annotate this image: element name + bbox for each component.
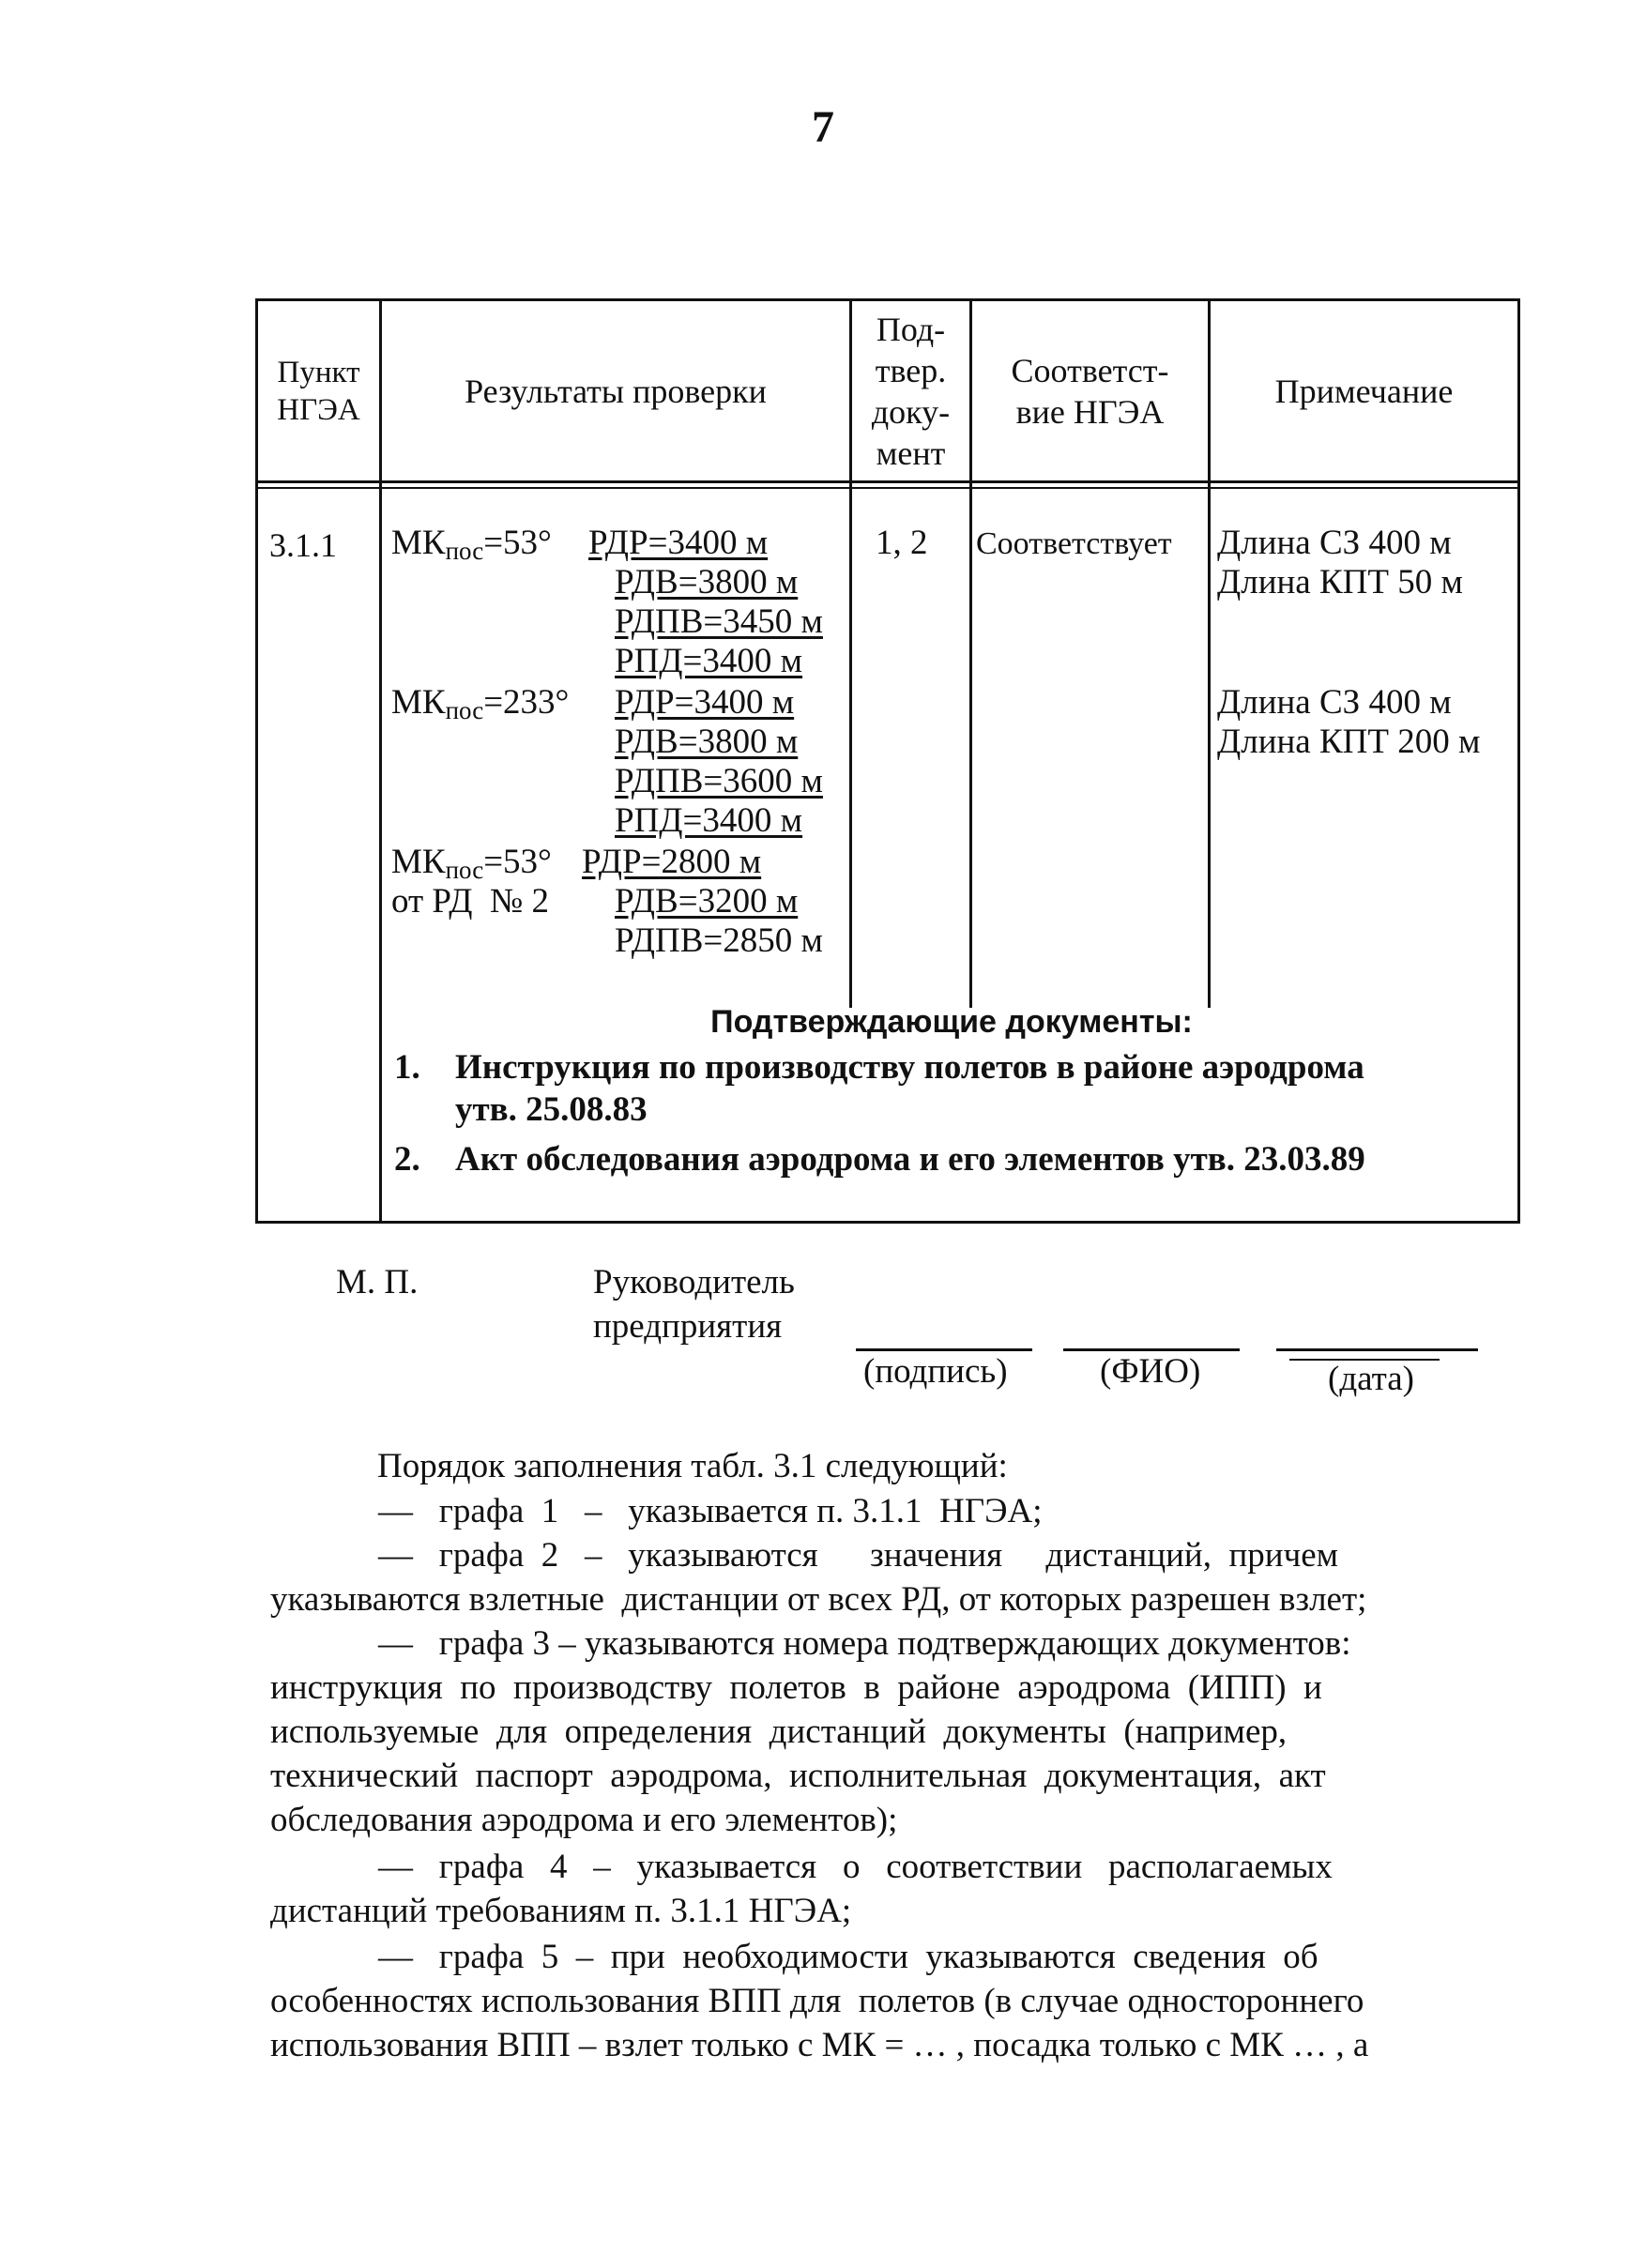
header-docs-line4: мент: [876, 434, 946, 472]
g2-line1: — графа 2 – указываются значения дистанций, причем: [378, 1536, 1339, 1575]
note-1: Длина СЗ 400 м: [1217, 524, 1452, 562]
g3-line3: используемые для определения дистанций документы (например,: [270, 1712, 1288, 1751]
date-line: [1276, 1348, 1478, 1351]
signature-caption: (подпись): [863, 1352, 1008, 1391]
mk-value: =233°: [483, 683, 570, 722]
mk-course-2: [391, 682, 569, 725]
header-compliance-line2: вие НГЭА: [1015, 392, 1165, 431]
header-docs: [852, 301, 969, 480]
stamp-label: М. П.: [336, 1263, 419, 1301]
g3-rdpv: РДПВ=2850 м: [615, 921, 823, 960]
row-item: 3.1.1: [269, 526, 337, 564]
intro-line: Порядок заполнения табл. 3.1 следующий:: [377, 1447, 1008, 1485]
header-divider-2: [258, 487, 1517, 489]
header-divider: [258, 480, 1517, 483]
header-notes-label: Примечание: [1274, 372, 1454, 410]
g3-line1: — графа 3 – указываются номера подтверждающих документов:: [378, 1624, 1351, 1663]
g4-line1: — графа 4 – указывается о соответствии располагаемых: [378, 1848, 1333, 1886]
name-caption: (ФИО): [1100, 1352, 1201, 1391]
g3-line4: технический паспорт аэродрома, исполнительная документация, акт: [270, 1757, 1326, 1795]
results-table: [255, 298, 1520, 1224]
head-title-line1: Руководитель: [593, 1263, 795, 1301]
mk-course-1: [391, 523, 552, 566]
page-number: 7: [812, 102, 834, 152]
confirming-doc-1-num: 1.: [394, 1048, 420, 1087]
g2-rdr: РДР=3400 м: [615, 683, 795, 722]
header-docs-line1: Под-: [876, 310, 946, 348]
header-item: [258, 301, 379, 480]
row-compliance: Соответствует: [976, 526, 1172, 561]
mk-sub: пос: [445, 696, 484, 724]
g3-line5: обследования аэродрома и его элементов);: [270, 1801, 898, 1839]
mk-sub: пос: [445, 537, 484, 565]
header-compliance: [972, 301, 1208, 480]
note-3: Длина СЗ 400 м: [1217, 683, 1452, 722]
mk-sub: пос: [445, 856, 484, 884]
g1-line: — графа 1 – указывается п. 3.1.1 НГЭА;: [378, 1492, 1043, 1530]
mk-label: МК: [391, 683, 446, 722]
confirming-doc-1-line2: утв. 25.08.83: [455, 1090, 648, 1129]
mk-value: =53°: [483, 524, 552, 562]
confirming-doc-1-line1: Инструкция по производству полетов в районе аэродрома: [455, 1048, 1364, 1087]
mk-label: МК: [391, 843, 446, 881]
header-results: [382, 301, 849, 480]
mk-course-3: [391, 842, 552, 885]
mk-value: =53°: [483, 843, 552, 881]
mk-label: МК: [391, 524, 446, 562]
g2-line2: указываются взлетные дистанции от всех РД, от которых разрешен взлет;: [270, 1580, 1367, 1619]
g1-rdpv: РДПВ=3450 м: [615, 602, 823, 641]
header-compliance-line1: Соответст-: [1011, 351, 1169, 389]
g3-rdv: РДВ=3200 м: [615, 882, 799, 921]
header-docs-line3: доку-: [871, 392, 951, 431]
confirming-docs-title: Подтверждающие документы:: [710, 1004, 1193, 1040]
row-docs: 1, 2: [876, 524, 928, 562]
note-4: Длина КПТ 200 м: [1217, 723, 1481, 761]
g2-rdv: РДВ=3800 м: [615, 723, 799, 761]
g5-line3: использования ВПП – взлет только с МК = … , посадка только с МК … , а: [270, 2026, 1369, 2064]
header-notes: [1211, 301, 1517, 480]
g1-rdv: РДВ=3800 м: [615, 563, 799, 601]
g5-line2: особенностях использования ВПП для полетов (в случае одностороннего: [270, 1982, 1364, 2020]
g3-from: от РД № 2: [391, 882, 550, 921]
g5-line1: — графа 5 – при необходимости указываются сведения об: [378, 1938, 1318, 1976]
header-docs-line2: твер.: [875, 351, 947, 389]
head-title-line2: предприятия: [593, 1307, 783, 1346]
g3-rdr: РДР=2800 м: [582, 843, 762, 881]
header-item-line2: НГЭА: [277, 392, 360, 427]
g1-rpd: РПД=3400 м: [615, 642, 803, 680]
g2-rdpv: РДПВ=3600 м: [615, 762, 823, 800]
header-item-line1: Пункт: [277, 355, 360, 389]
g1-rdr: РДР=3400 м: [588, 524, 769, 562]
g3-line2: инструкция по производству полетов в районе аэродрома (ИПП) и: [270, 1668, 1322, 1707]
date-caption: (дата): [1328, 1360, 1414, 1398]
note-2: Длина КПТ 50 м: [1217, 563, 1463, 601]
confirming-doc-2-num: 2.: [394, 1140, 420, 1179]
g2-rpd: РПД=3400 м: [615, 801, 803, 840]
g4-line2: дистанций требованиям п. 3.1.1 НГЭА;: [270, 1892, 852, 1930]
header-results-label: Результаты проверки: [465, 372, 767, 410]
confirming-doc-2-line1: Акт обследования аэродрома и его элементов утв. 23.03.89: [455, 1140, 1365, 1179]
